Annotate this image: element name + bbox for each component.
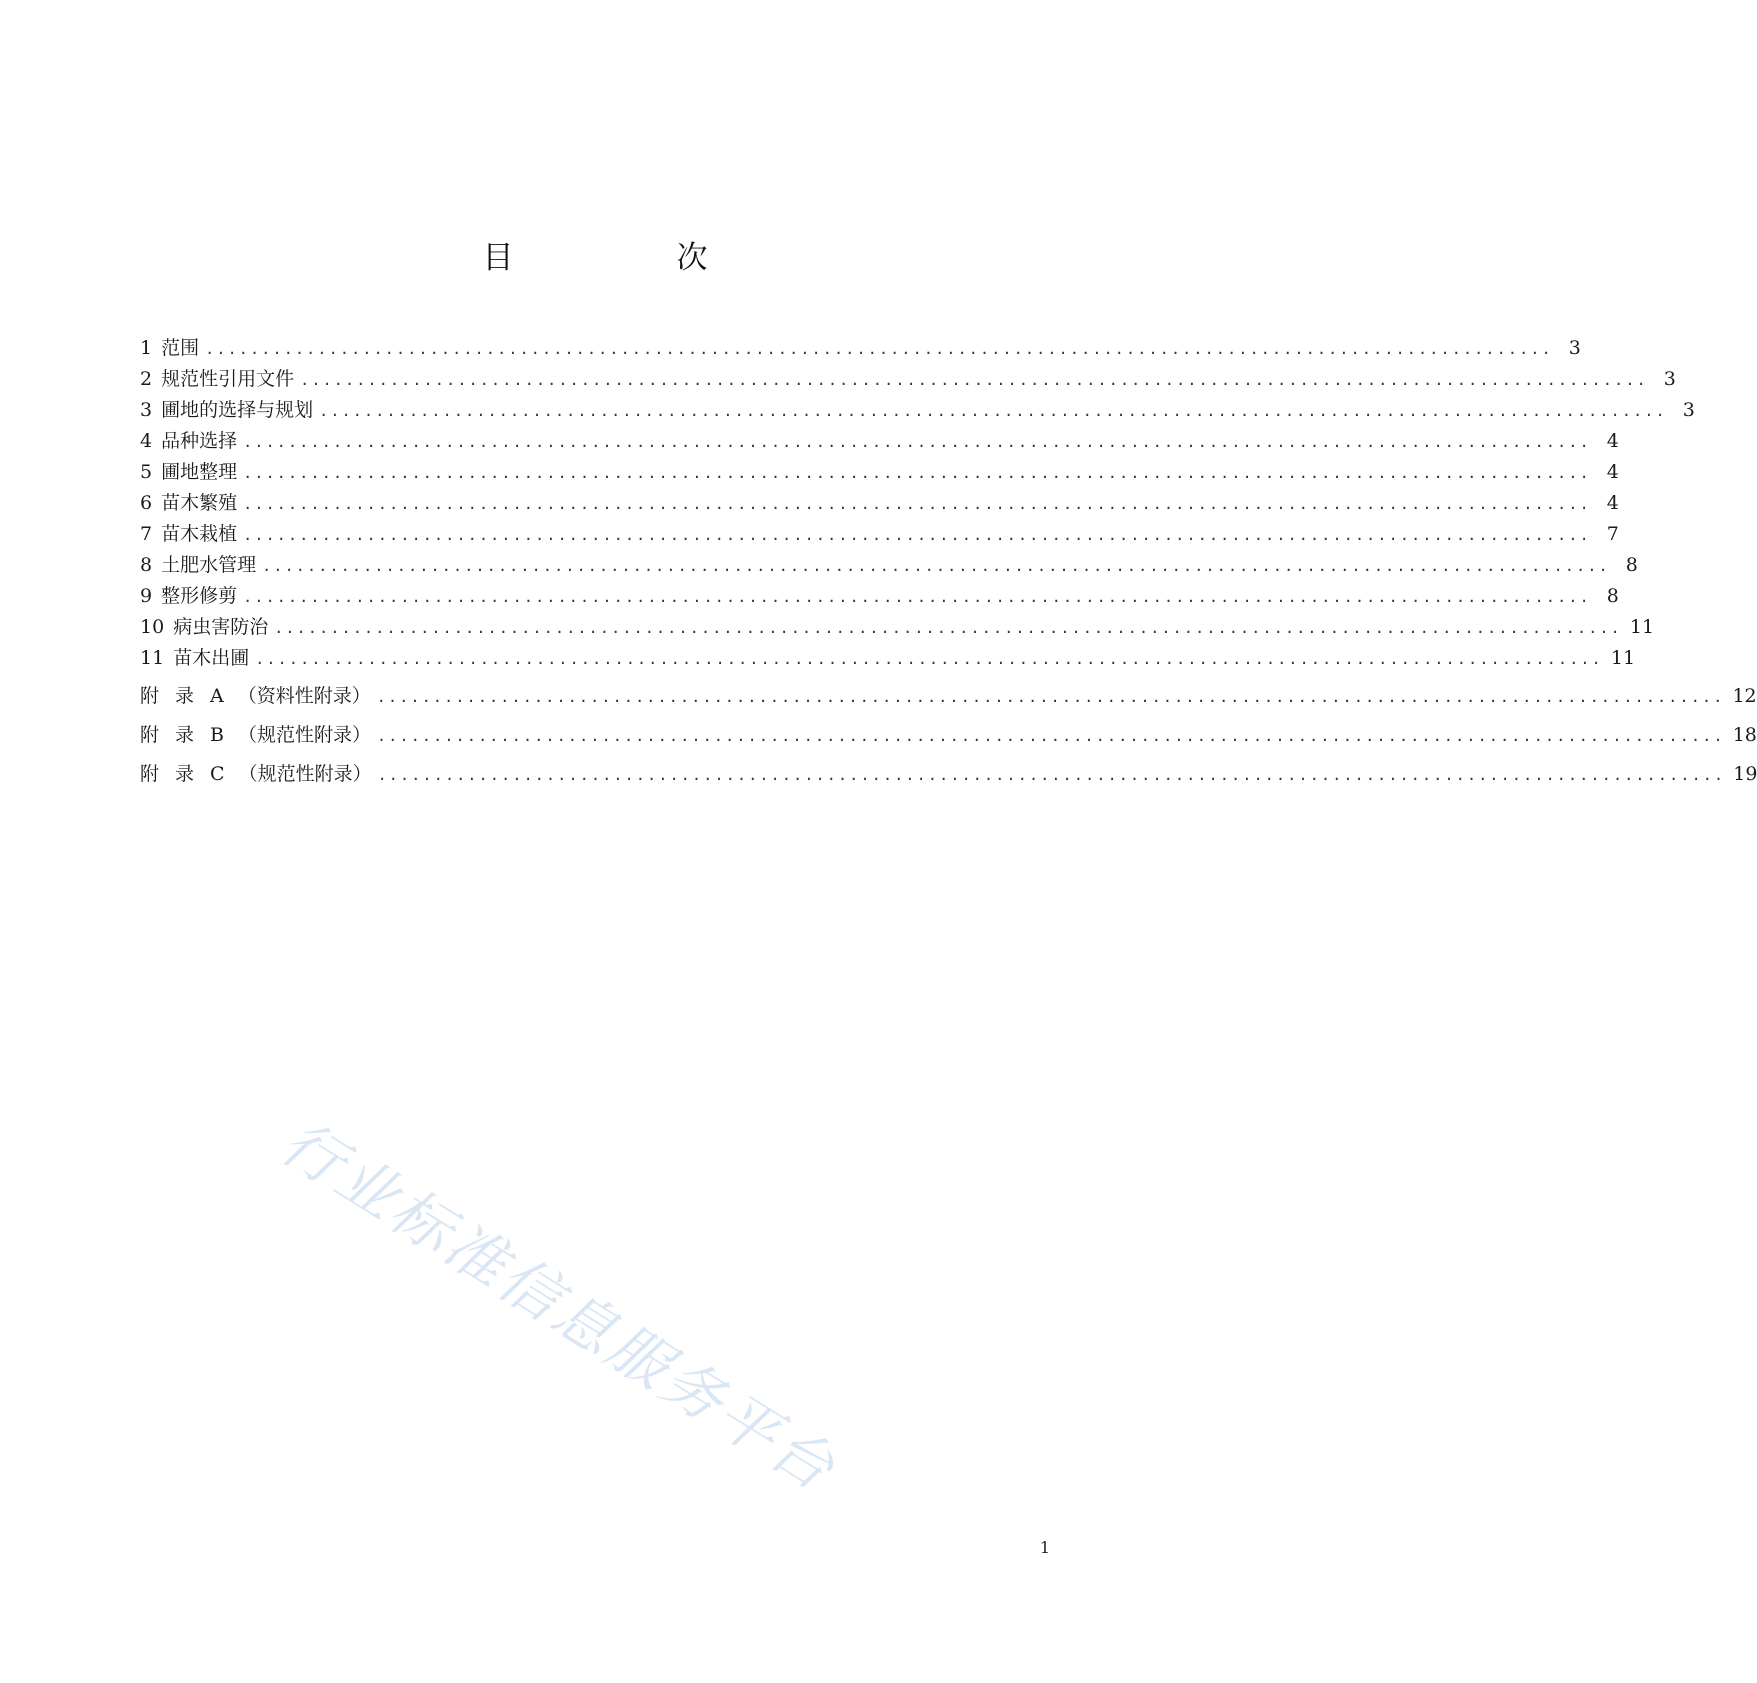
appendix-word: 附录: [140, 685, 211, 707]
toc-appendix-b[interactable]: [140, 716, 1757, 755]
watermark: 行业标准信息服务平台: [268, 1107, 849, 1507]
toc-entry-number: 5: [140, 461, 153, 483]
toc-entry-7[interactable]: [140, 519, 1619, 550]
toc-entry-number: 10: [140, 616, 165, 638]
dot-leader: ........................................................................................................................: [243, 495, 1591, 513]
toc-entry-11[interactable]: [140, 643, 1636, 674]
dot-leader: ........................................................................................................................: [205, 340, 1553, 358]
toc-entry-label: 土肥水管理: [161, 554, 257, 576]
appendix-label: （资料性附录）: [237, 685, 371, 707]
dot-leader: ........................................................................................................................: [274, 619, 1622, 637]
toc-entry-label: 规范性引用文件: [161, 368, 295, 390]
dot-leader: ........................................................................................................................: [243, 433, 1591, 451]
toc-entry-number: 4: [140, 430, 153, 452]
toc-entry-10[interactable]: [140, 612, 1655, 643]
appendix-label: （规范性附录）: [238, 763, 372, 785]
toc-entry-label: 整形修剪: [161, 585, 238, 607]
dot-leader: ........................................................................................................................: [243, 526, 1591, 544]
dot-leader: ........................................................................................................................: [243, 464, 1591, 482]
toc-entry-label: 范围: [161, 337, 200, 359]
toc-entry-page: 4: [1606, 461, 1619, 483]
toc-entry-page: 3: [1663, 368, 1676, 390]
toc-entry-page: 8: [1625, 554, 1638, 576]
toc-entry-page: 4: [1606, 492, 1619, 514]
toc-entry-number: 7: [140, 523, 153, 545]
toc-appendix-c[interactable]: [140, 755, 1757, 794]
toc-entry-number: 9: [140, 585, 153, 607]
appendix-word: 附录: [140, 763, 211, 785]
appendix-page: 18: [1732, 724, 1757, 746]
appendix-letter: B: [210, 724, 224, 746]
toc-entry-page: 4: [1606, 430, 1619, 452]
appendix-page: 19: [1733, 763, 1757, 785]
toc-entry-4[interactable]: [140, 426, 1619, 457]
toc-entry-label: 苗木栽植: [161, 523, 238, 545]
dot-leader: ........................................................................................................................: [300, 371, 1648, 389]
toc-entry-5[interactable]: [140, 457, 1619, 488]
toc-entry-page: 11: [1629, 616, 1655, 638]
dot-leader: ........................................................................................................................: [262, 557, 1610, 575]
toc-entry-number: 2: [140, 368, 153, 390]
toc-entry-page: 8: [1606, 585, 1619, 607]
dot-leader: ........................................................................................................................: [376, 688, 1725, 706]
toc-entry-9[interactable]: [140, 581, 1619, 612]
appendix-page: 12: [1732, 685, 1757, 707]
page-number: 1: [1039, 1538, 1050, 1557]
toc-entry-label: 圃地整理: [161, 461, 238, 483]
toc-entry-label: 圃地的选择与规划: [161, 399, 314, 421]
toc-entry-number: 11: [140, 647, 165, 669]
dot-leader: ........................................................................................................................: [255, 650, 1603, 668]
toc-entry-6[interactable]: [140, 488, 1619, 519]
toc-entry-number: 3: [140, 399, 153, 421]
appendix-label: （规范性附录）: [237, 724, 371, 746]
toc-appendix-a[interactable]: [140, 677, 1757, 716]
dot-leader: ........................................................................................................................: [319, 402, 1667, 420]
toc-entry-label: 病虫害防治: [173, 616, 269, 638]
dot-leader: ........................................................................................................................: [377, 727, 1725, 745]
toc-entry-2[interactable]: [140, 364, 1676, 395]
toc-entry-number: 8: [140, 554, 153, 576]
toc-entry-3[interactable]: [140, 395, 1695, 426]
toc-entry-page: 7: [1606, 523, 1619, 545]
dot-leader: ........................................................................................................................: [243, 588, 1591, 606]
toc-entry-8[interactable]: [140, 550, 1638, 581]
toc-entry-1[interactable]: [140, 333, 1581, 364]
toc-entry-number: 6: [140, 492, 153, 514]
toc-entry-page: 3: [1568, 337, 1581, 359]
appendix-letter: A: [210, 685, 224, 707]
toc-entry-number: 1: [140, 337, 153, 359]
toc-entry-page: 3: [1682, 399, 1695, 421]
toc-entry-label: 苗木繁殖: [161, 492, 238, 514]
toc-entry-label: 苗木出圃: [173, 647, 250, 669]
page-title: 目 次: [482, 240, 774, 276]
appendix-word: 附录: [140, 724, 211, 746]
toc-entry-label: 品种选择: [161, 430, 238, 452]
appendix-letter: C: [210, 763, 225, 785]
toc-entry-page: 11: [1610, 647, 1636, 669]
table-of-contents: [140, 333, 1757, 794]
dot-leader: ........................................................................................................................: [377, 766, 1726, 784]
